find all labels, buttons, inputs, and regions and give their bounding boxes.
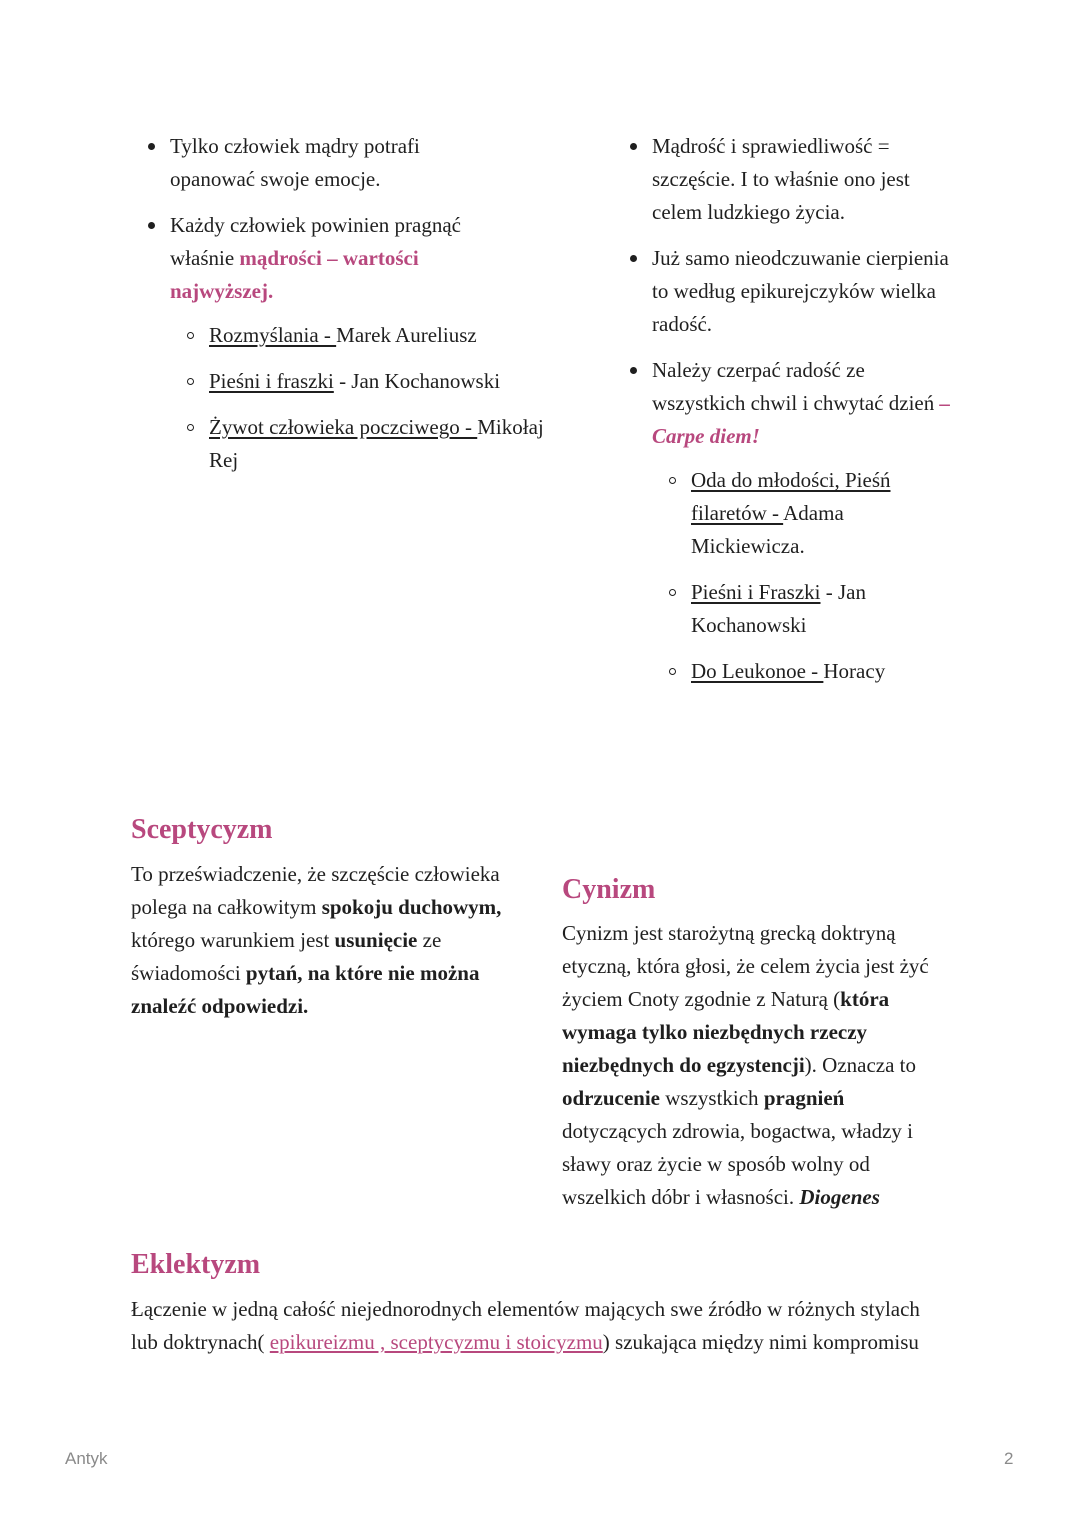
- work-item: [691, 576, 916, 642]
- bullet-dot-icon: [630, 255, 637, 262]
- work-title: Rozmyślania -: [209, 323, 337, 347]
- accent-text: mądrości – wartości najwyższej.: [170, 246, 419, 303]
- paragraph-text: wszystkich: [659, 1086, 764, 1110]
- right-bullet-item: [652, 130, 952, 229]
- accent-text: – Carpe diem!: [652, 391, 950, 448]
- work-item: [691, 464, 916, 563]
- bullet-text: Należy czerpać radość ze wszystkich chwil i chwytać dzień: [652, 358, 940, 415]
- paragraph-text: Cynizm jest starożytną grecką doktryną etyczną, która głosi, że celem życia jest żyć życiem Cnoty zgodnie z Naturą (: [562, 921, 929, 1011]
- work-author: - Jan Kochanowski: [333, 369, 501, 393]
- section-heading-cynizm: Cynizm: [562, 874, 656, 905]
- paragraph-text: ). Oznacza to: [804, 1053, 917, 1077]
- left-bullet-item: [170, 209, 500, 308]
- paragraph-text: Łączenie w jedną całość niejednorodnych elementów mających swe źródło w różnych stylach lub doktrynach(: [131, 1297, 920, 1354]
- work-item: [209, 319, 569, 352]
- bullet-dot-icon: [630, 367, 637, 374]
- work-item: [209, 365, 569, 398]
- paragraph-text: To przeświadczenie, że szczęście człowieka polega na całkowitym: [131, 862, 500, 919]
- bullet-dot-icon: [630, 143, 637, 150]
- sceptycyzm-paragraph: [131, 858, 526, 1023]
- paragraph-text: dotyczących zdrowia, bogactwa, władzy i sławy oraz życie w sposób wolny od wszelkich dóbr i własności.: [562, 1119, 914, 1209]
- bullet-text: Mądrość i sprawiedliwość = szczęście. I to właśnie ono jest celem ludzkiego życia.: [652, 134, 910, 224]
- right-bullet-list: [652, 130, 952, 453]
- footer-section-name: Antyk: [65, 1449, 108, 1468]
- eklektyzm-paragraph: [131, 1293, 931, 1359]
- right-column: [652, 130, 952, 466]
- bold-text: odrzucenie: [562, 1086, 660, 1110]
- work-title: Oda do młodości, Pieśń filaretów -: [691, 468, 891, 525]
- bullet-text: Tylko człowiek mądry potrafi opanować swoje emocje.: [170, 134, 420, 191]
- work-item: [209, 411, 569, 477]
- work-author: Adama Mickiewicza.: [691, 501, 844, 558]
- bold-text: pytań, na które nie można znaleźć odpowiedzi.: [131, 961, 480, 1018]
- bold-italic-text: Diogenes: [799, 1185, 880, 1209]
- footer-page-number: 2: [1004, 1449, 1014, 1468]
- right-works-list: [691, 464, 916, 688]
- bullet-dot-icon: [148, 222, 155, 229]
- bullet-circle-icon: [669, 668, 676, 675]
- cynizm-paragraph: [562, 917, 952, 1214]
- work-author: Horacy: [823, 659, 886, 683]
- bold-text: która wymaga tylko niezbędnych rzeczy niezbędnych do egzystencji: [562, 987, 890, 1077]
- paragraph-text: którego warunkiem jest: [131, 928, 335, 952]
- work-title: Pieśni i Fraszki: [691, 580, 821, 604]
- bullet-circle-icon: [669, 477, 676, 484]
- work-title: Żywot człowieka poczciwego -: [209, 415, 478, 439]
- bold-text: usunięcie: [334, 928, 418, 952]
- left-works-list: [209, 319, 569, 477]
- bullet-dot-icon: [148, 143, 155, 150]
- work-item: [691, 655, 916, 688]
- left-bullet-list: [170, 130, 500, 308]
- doctrines-link[interactable]: epikureizmu , sceptycyzmu i stoicyzmu: [269, 1330, 603, 1354]
- section-heading-eklektyzm: Eklektyzm: [131, 1249, 261, 1280]
- right-bullet-item: [652, 354, 952, 453]
- bullet-text: Każdy człowiek powinien pragnąć właśnie: [170, 213, 461, 270]
- bullet-text: Już samo nieodczuwanie cierpienia to według epikurejczyków wielka radość.: [652, 246, 949, 336]
- work-author: Mikołaj Rej: [209, 415, 544, 472]
- work-title: Pieśni i fraszki: [209, 369, 334, 393]
- left-column: [170, 130, 500, 321]
- bullet-circle-icon: [187, 332, 194, 339]
- left-bullet-item: [170, 130, 500, 196]
- bullet-circle-icon: [187, 424, 194, 431]
- bold-text: spokoju duchowym,: [321, 895, 502, 919]
- bullet-circle-icon: [187, 378, 194, 385]
- work-author: - Jan Kochanowski: [691, 580, 866, 637]
- paragraph-text: ) szukająca między nimi kompromisu: [602, 1330, 919, 1354]
- section-heading-sceptycyzm: Sceptycyzm: [131, 814, 273, 845]
- right-bullet-item: [652, 242, 952, 341]
- bold-text: pragnień: [763, 1086, 845, 1110]
- work-author: Marek Aureliusz: [336, 323, 477, 347]
- right-works-list-container: [691, 464, 916, 701]
- left-works-list-container: [209, 319, 569, 490]
- bullet-circle-icon: [669, 589, 676, 596]
- paragraph-text: ze świadomości: [131, 928, 442, 985]
- work-title: Do Leukonoe -: [691, 659, 824, 683]
